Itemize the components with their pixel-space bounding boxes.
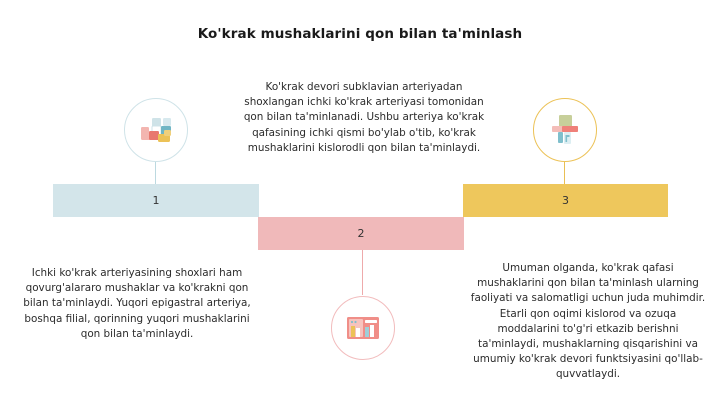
step-2-icon-circle[interactable] (331, 296, 395, 360)
step-3-icon-circle[interactable] (533, 98, 597, 162)
window-chart-icon (346, 315, 380, 341)
building-blocks-icon (139, 115, 173, 145)
step-1-bar[interactable] (53, 184, 259, 217)
step-3-description: Umuman olganda, ko'krak qafasi mushaklarini qon bilan ta'minlash ularning faoliyati va salomatligi uchun juda muhimdir. Etarli qon oqimi kislorod va ozuqa moddalarini to'g'ri etkazib berishni ta'minlaydi, mushaklarning qisqarishini va umumiy ko'krak devori funktsiyasini qo'llab-quvvatlaydi. (470, 262, 706, 381)
step-2-number: 2 (357, 227, 365, 240)
step-3-number: 3 (562, 194, 569, 207)
lab-flask-icon (550, 113, 580, 147)
step-3-bar[interactable] (463, 184, 668, 217)
connector-line-2 (362, 250, 363, 295)
step-1-description: Ichki ko'krak arteriyasining shoxlari ham qovurg'alararo mushaklar va ko'krakni qon bilan ta'minlaydi. Yuqori epigastral arteriya, boshqa filial, qorinning yuqori mushaklarini qon bilan ta'minlaydi. (23, 267, 251, 340)
step-1-icon-circle[interactable] (124, 98, 188, 162)
step-2-bar[interactable] (258, 217, 464, 250)
step-1-number: 1 (152, 194, 160, 207)
page-title: Ko'krak mushaklarini qon bilan ta'minlash (197, 26, 523, 42)
step-2-description: Ko'krak devori subklavian arteriyadan shoxlangan ichki ko'krak arteriyasi tomonidan qon bilan ta'minlanadi. Ushbu arteriya ko'krak qafasining ichki qismi bo'ylab o'tib, ko'krak mushaklarini kislorodli qon bilan ta'minlaydi. (243, 81, 485, 154)
